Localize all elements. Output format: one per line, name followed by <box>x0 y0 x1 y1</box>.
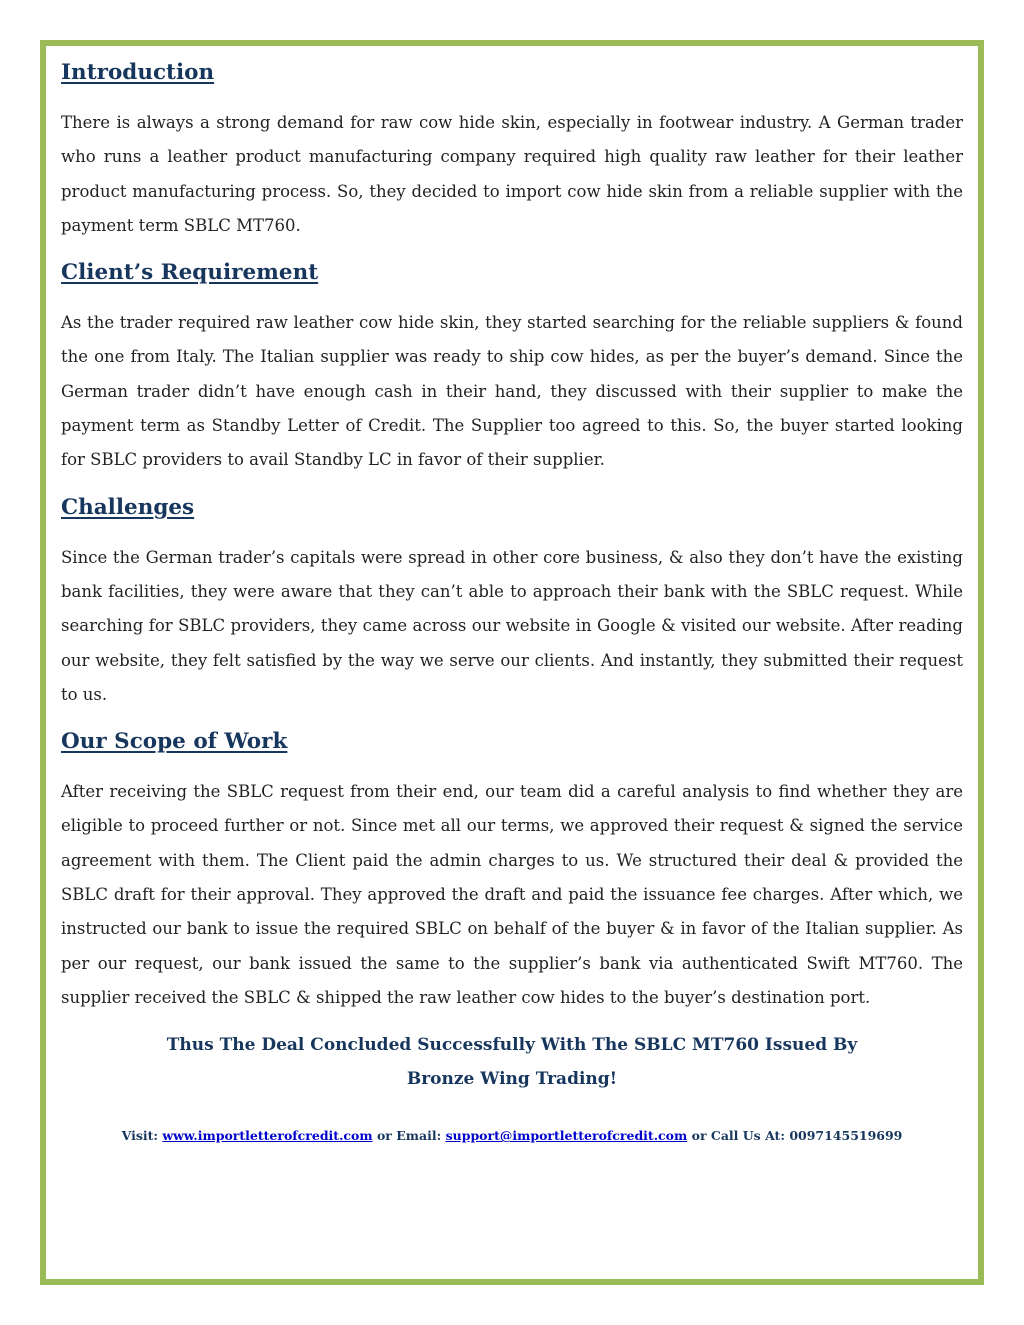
document-content <box>61 56 963 1146</box>
email-link[interactable]: support@importletterofcredit.com <box>445 1128 688 1144</box>
heading-challenges: Challenges <box>61 494 195 520</box>
paragraph-introduction: There is always a strong demand for raw cow hide skin, especially in footwear industry. A German trader who runs a leather product manufacturing company required high quality raw leather for their leather product manufacturing process. So, they decided to import cow hide skin from a reliable supplier with the payment term SBLC MT760. <box>61 113 963 235</box>
paragraph-challenges: Since the German trader’s capitals were spread in other core business, & also they don’t have the existing bank facilities, they were aware that they can’t able to approach their bank with the SBLC request. While searching for SBLC providers, they came across our website in Google & visited our website. After reading our website, they felt satisfied by the way we serve our clients. And instantly, they submitted their request to us. <box>61 547 963 704</box>
conclusion-line-2: Bronze Wing Trading! <box>406 1069 618 1090</box>
website-link[interactable]: www.importletterofcredit.com <box>162 1128 373 1144</box>
page-border <box>40 40 984 1285</box>
footer-contact <box>61 1126 963 1146</box>
footer-phone: 0097145519699 <box>789 1128 903 1144</box>
paragraph-clients-requirement: As the trader required raw leather cow hide skin, they started searching for the reliable suppliers & found the one from Italy. The Italian supplier was ready to ship cow hides, as per the buyer’s demand. Since the German trader didn’t have enough cash in their hand, they discussed with their supplier to make the payment term as Standby Letter of Credit. The Supplier too agreed to this. So, the buyer started looking for SBLC providers to avail Standby LC in favor of their supplier. <box>61 313 963 470</box>
conclusion-block <box>61 1028 963 1096</box>
paragraph-scope-of-work: After receiving the SBLC request from their end, our team did a careful analysis to find whether they are eligible to proceed further or not. Since met all our terms, we approved their request & signed the service agreement with them. The Client paid the admin charges to us. We structured their deal & provided the SBLC draft for their approval. They approved the draft and paid the issuance fee charges. After which, we instructed our bank to issue the required SBLC on behalf of the buyer & in favor of the Italian supplier. As per our request, our bank issued the same to the supplier’s bank via authenticated Swift MT760. The supplier received the SBLC & shipped the raw leather cow hides to the buyer’s destination port. <box>61 782 963 1007</box>
conclusion-line-1: Thus The Deal Concluded Successfully With The SBLC MT760 Issued By <box>166 1035 858 1056</box>
footer-call-label: or Call Us At: <box>691 1128 785 1144</box>
heading-clients-requirement: Client’s Requirement <box>61 260 319 286</box>
footer-visit-label: Visit: <box>121 1128 159 1144</box>
heading-introduction: Introduction <box>61 60 215 85</box>
heading-scope-of-work: Our Scope of Work <box>61 729 288 755</box>
footer-email-label: or Email: <box>376 1128 442 1144</box>
